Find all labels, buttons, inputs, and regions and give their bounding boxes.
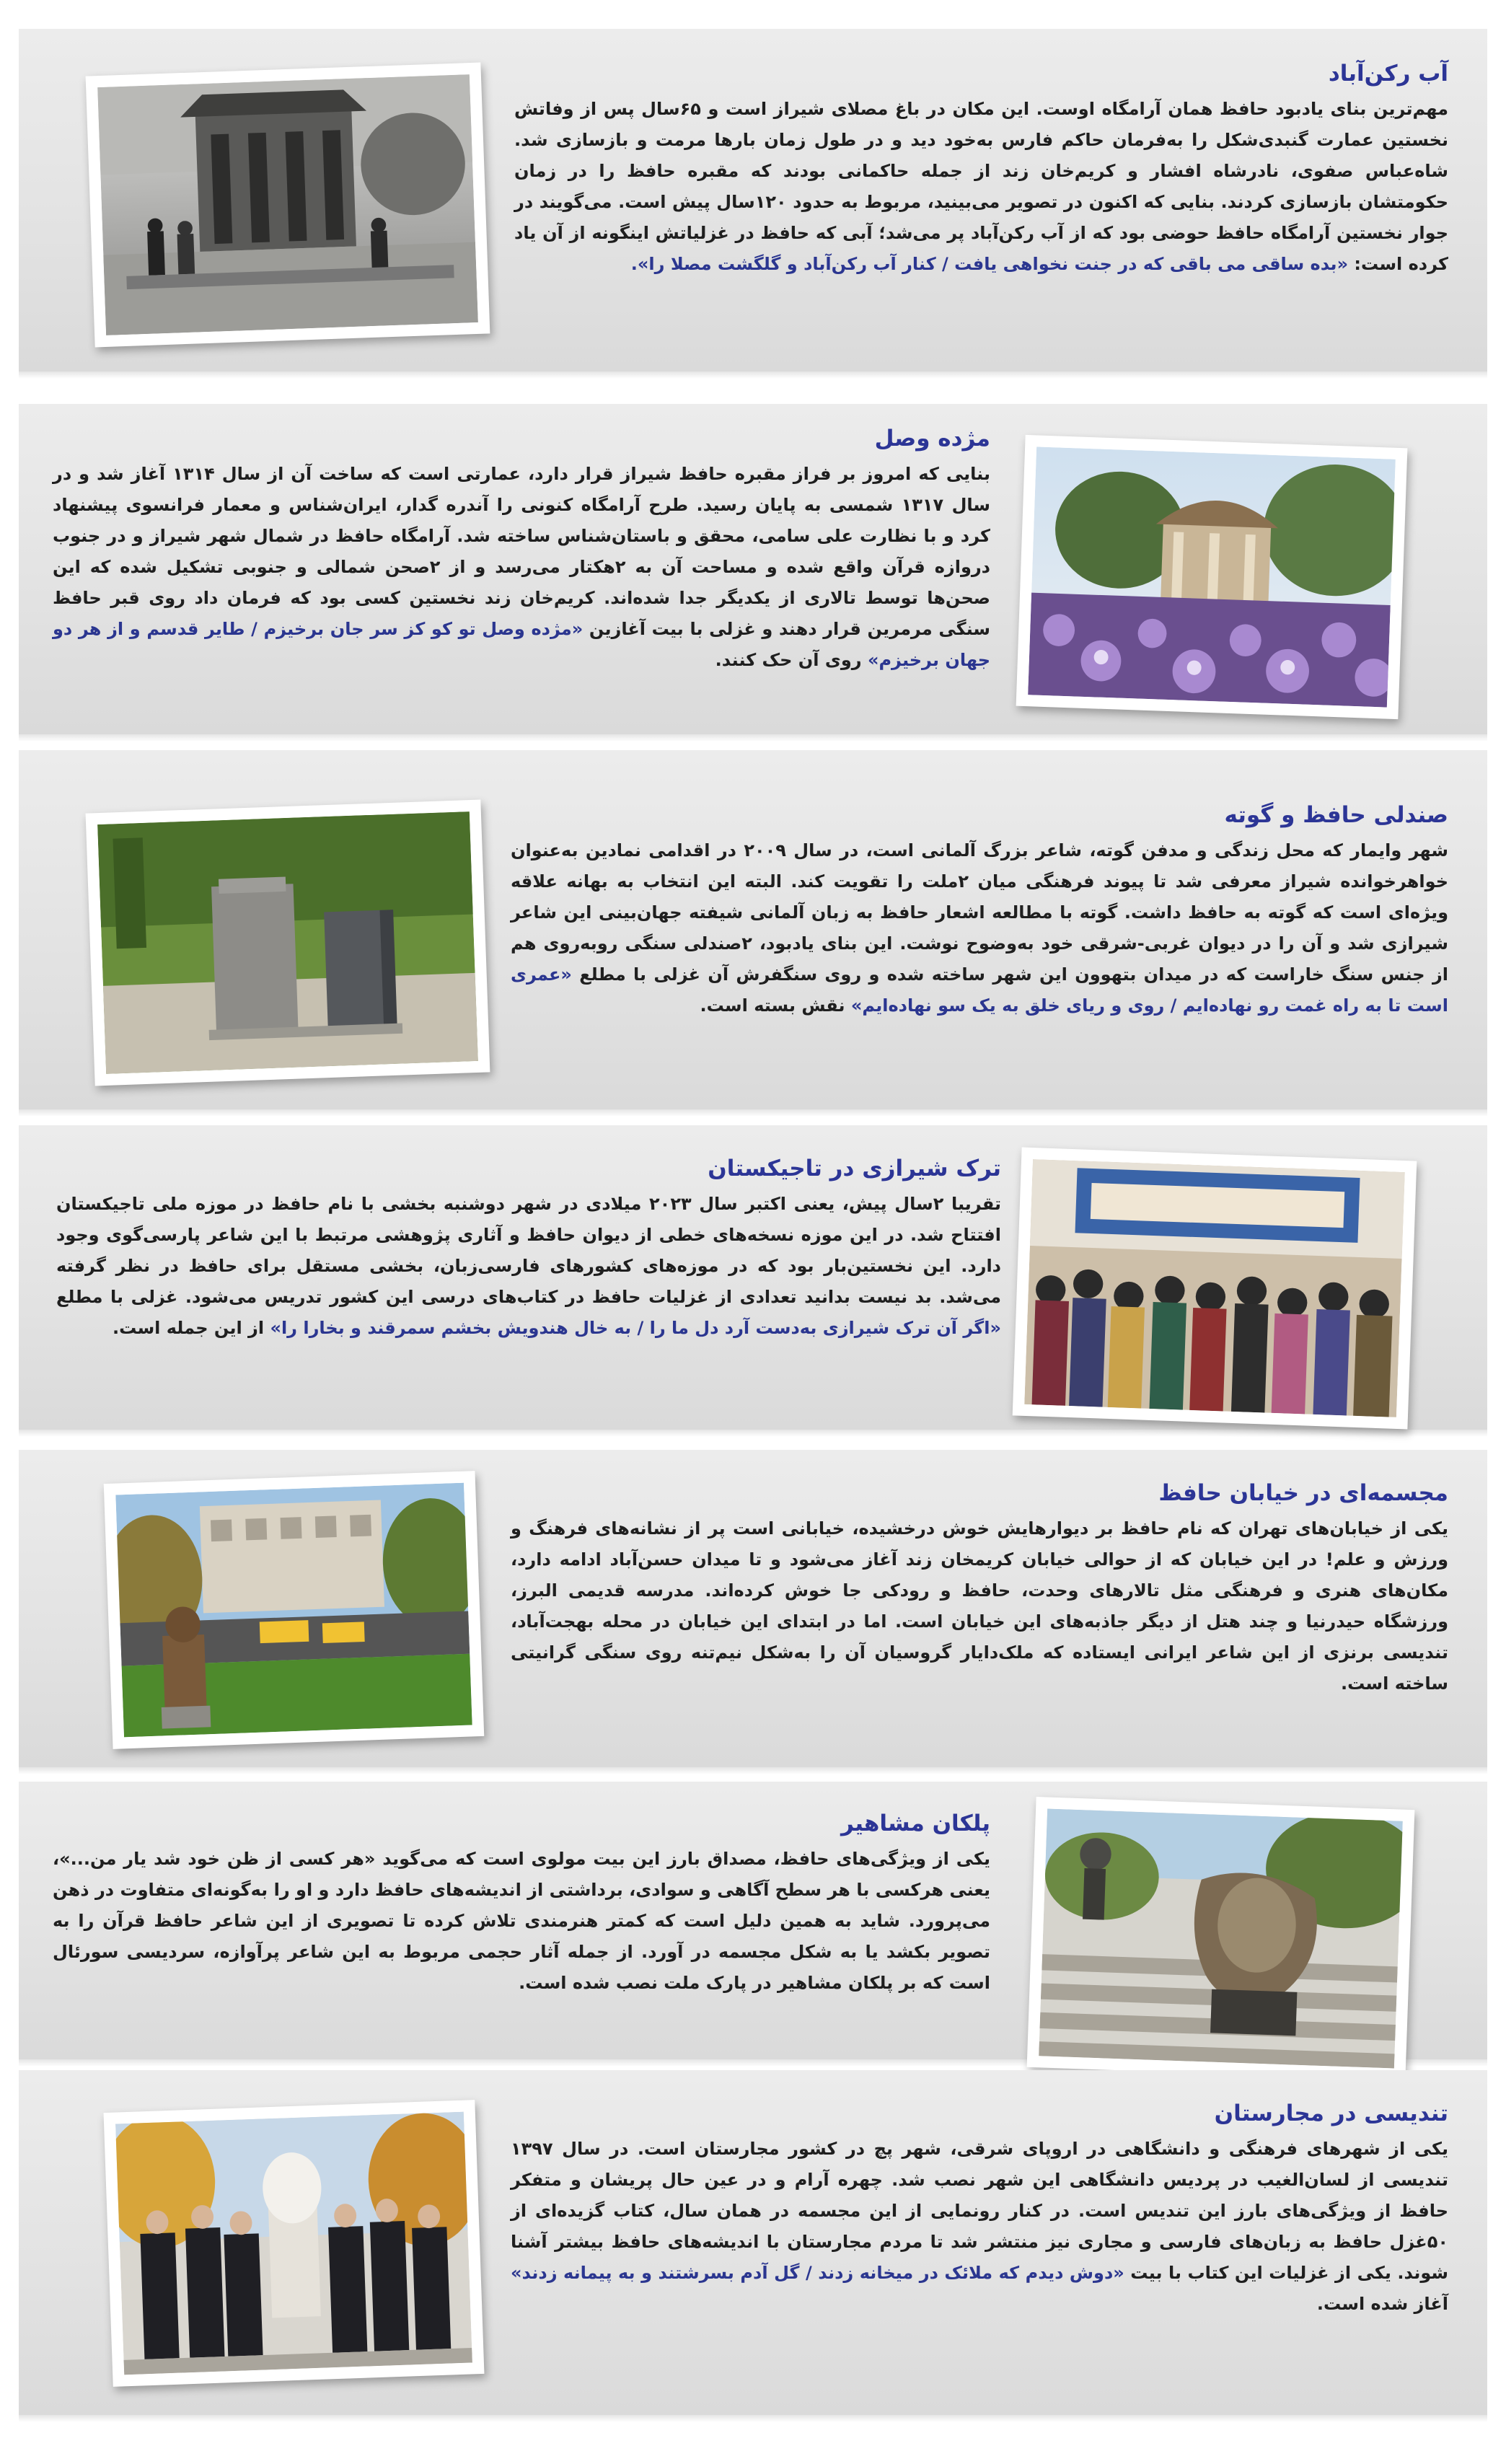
section-body: [511, 2134, 1448, 2320]
photo-illustration: [1028, 446, 1396, 707]
section-body: [514, 94, 1448, 280]
body-text: بنایی که امروز بر فراز مقبره حافظ شیراز قرار دارد، عمارتی است که ساخت آن از سال ۱۳۱۴ آغاز شد و در سال ۱۳۱۷ شمسی به پایان رسید. طرح آرامگاه کنونی را آندره گدار، ایران‌شناس و معمار فرانسوی پیشنهاد کرد و با نظارت علی سامی، محقق و باستان‌شناس ساخته شد. آرامگاه حافظ در شمال شهر شیراز و در جنوب دروازه قرآن واقع شده و مساحت آن به ۲هکتار می‌رسد و از ۲صحن شمالی و جنوبی تشکیل شده که این صحن‌ها توسط تالاری از یکدیگر جدا شده‌اند. کریم‌خان زند نخستین کسی بود که فرمان داد روی قبر حافظ سنگی مرمرین قرار دهند و غزلی با بیت آغازین: [53, 464, 991, 640]
body-text: یکی از شهرهای فرهنگی و دانشگاهی در اروپای شرقی، شهر پچ در کشور مجارستان است. در سال ۱۳۹۷ تندیسی از لسان‌الغیب در پردیس دانشگاهی این شهر نصب شد. چهره آرام و در عین حال پریشان و متفکر حافظ از ویژگی‌های بارز این تندیس است. در کنار رونمایی از این مجسمه در همان سال، کتاب گزیده‌ای از ۵۰غزل حافظ به زبان‌های فارسی و مجاری نیز منتشر شد تا مردم مجارستان با اندیشه‌های حافظ بیشتر آشنا شوند. یکی از غزلیات این کتاب با بیت: [511, 2139, 1448, 2284]
section-body: [511, 1513, 1448, 1699]
section-photo-1: [86, 63, 490, 348]
body-tail: از این جمله است.: [113, 1318, 270, 1339]
body-text: یکی از خیابان‌های تهران که نام حافظ بر دیوارهایش خوش درخشیده، خیابانی است پر از نشانه‌های فرهنگ و ورزش و علم! در این خیابان که از حوالی خیابان کریمخان زند آغاز می‌شود و تا میدان حسن‌آباد ادامه دارد، مکان‌های هنری و فرهنگی مثل تالار‌های وحدت، حافظ و رودکی جا خوش کرده‌اند. مدرسه قدیمی البرز، ورزشگاه حیدرنیا و چند هتل از دیگر جاذبه‌های این خیابان است. اما در ابتدای این خیابان در محله بهجت‌آباد، تندیسی برنزی از این شاعر ایرانی ایستاده که ملک‌دایار گروسیان آن را به‌شکل نیم‌تنه روی سنگی گرانیتی ساخته است.: [511, 1518, 1448, 1694]
body-text: شهر وایمار که محل زندگی و مدفن گوته، شاعر بزرگ آلمانی است، در سال ۲۰۰۹ در اقدامی نمادین به‌عنوان خواهرخوانده شیراز معرفی شد تا پیوند فرهنگی میان ۲ملت را تقویت کند. البته این انتخاب به بهانه علاقه ویژه‌ای است که گوته به حافظ داشت. گوته با مطالعه اشعار حافظ به زبان آلمانی شیفته جهان‌بینی این شاعر شیرازی شد و آن را در دیوان غربی-شرقی خود به‌وضوح نوشت. این بنای یادبود، ۲صندلی سنگی روبه‌روی هم از جنس سنگ خاراست که در میدان بتهوون این شهر ساخته شده و روی سنگفرش آن غزلی با مطلع: [511, 840, 1449, 985]
section-title: پلکان مشاهیر: [840, 1810, 990, 1836]
section-photo-7: [104, 2100, 485, 2387]
body-text: مهم‌ترین بنای یادبود حافظ همان آرامگاه اوست. این مکان در باغ مصلای شیراز است و ۶۵سال پس از وفاتش نخستین عمارت گنبدی‌شکل را به‌فرمان حاکم فارس به‌خود دید و در طول زمان بارها مرمت و بازسازی شد. شاه‌عباس صفوی، نادرشاه افشار و کریم‌خان زند از جمله حاکمانی بودند که مقبره حافظ را در زمان حکومتشان بازسازی کردند. بنایی که اکنون در تصویر می‌بینید، مربوط به حدود ۱۲۰سال پیش است. می‌گویند در جوار نخستین آرامگاه حافظ حوضی بود که از آب رکن‌آباد پر می‌شد؛ آبی که حافظ در غزلیاتش اینگونه از آن یاد کرده است:: [514, 99, 1448, 275]
section-text-1: [514, 59, 1448, 280]
photo-illustration: [97, 74, 478, 335]
section-text-4: [56, 1154, 1001, 1344]
photo-illustration: [1039, 1809, 1403, 2069]
section-title: تندیسی در مجارستان: [1214, 2100, 1448, 2126]
section-text-3: [511, 801, 1448, 1021]
photo-illustration: [1024, 1159, 1405, 1417]
poem-quote: «بده ساقی می باقی که در جنت نخواهی یافت / کنار آب رکن‌آباد و گلگشت مصلا را».: [630, 254, 1349, 275]
section-photo-2: [1016, 435, 1408, 719]
section-title: آب رکن‌آباد: [1328, 61, 1448, 87]
section-title: ترک شیرازی در تاجیکستان: [708, 1156, 1001, 1182]
photo-illustration: [97, 811, 478, 1074]
body-text: تقریبا ۲سال پیش، یعنی اکتبر سال ۲۰۲۳ میلادی در شهر دوشنبه بخشی با نام حافظ در موزه ملی تاجیکستان افتتاح شد. در این موزه نسخه‌های خطی از دیوان حافظ و آثاری پژوهشی مرتبط با این شاعر پارسی‌گوی وجود دارد. این نخستین‌بار بود که در موزه‌های کشورهای فارسی‌زبان، بخشی مستقل برای حافظ در نظر گرفته می‌شد. بد نیست بدانید تعدادی از غزلیات حافظ در کتاب‌های درسی این کشور تدریس می‌شود. غزلی با مطلع: [56, 1194, 1001, 1308]
section-title: صندلی حافظ و گوته: [1224, 802, 1448, 828]
section-body: [53, 1844, 990, 1999]
poem-quote: «مژده وصل تو کو کز سر جان برخیزم / طایر قدسم و از هر دو جهان برخیزم»: [53, 619, 990, 671]
section-body: [511, 835, 1448, 1021]
section-text-6: [53, 1809, 990, 1999]
section-text-2: [53, 424, 990, 676]
section-photo-3: [86, 800, 490, 1086]
body-tail: روی آن حک کنند.: [715, 650, 868, 671]
section-text-5: [511, 1479, 1448, 1699]
section-body: [56, 1189, 1001, 1344]
photo-illustration: [115, 1483, 472, 1738]
section-photo-4: [1013, 1148, 1417, 1430]
photo-illustration: [115, 2112, 472, 2375]
section-photo-5: [104, 1471, 485, 1749]
body-text: یکی از ویژگی‌های حافظ، مصداق بارز این بیت مولوی است که می‌گوید «هر کسی از ظن خود شد یار من...»، یعنی هرکسی با هر سطح آگاهی و سوادی، برداشتی از اندیشه‌های حافظ دارد و او را به‌گونه‌ای متفاوت در ذهن می‌پرورد. شاید به همین دلیل است که کمتر هنرمندی تلاش کرده تا تصویری از این شاعر حافظ قرآن را به تصویر بکشد یا به شکل مجسمه در آورد. از جمله آثار حجمی مربوط به این شاعر پرآوازه، سردیسی سورئال است که بر پلکان مشاهیر در پارک ملت نصب شده است.: [53, 1849, 990, 1994]
section-text-7: [511, 2099, 1448, 2320]
poem-quote: «دوش دیدم که ملائک در میخانه زدند / گل آدم بسرشتند و به پیمانه زدند»: [511, 2263, 1124, 2284]
body-tail: آغاز شده است.: [1316, 2294, 1448, 2315]
poem-quote: «عمری است تا به راه غمت رو نهاده‌ایم / روی و ریای خلق به یک سو نهاده‌ایم»: [511, 964, 1448, 1016]
poem-quote: «اگر آن ترک شیرازی به‌دست آرد دل ما را / به خال هندویش بخشم سمرقند و بخارا را»: [270, 1318, 1001, 1339]
section-title: مجسمه‌ای در خیابان حافظ: [1158, 1480, 1448, 1506]
section-body: [53, 459, 990, 676]
body-tail: نقش بسته است.: [700, 995, 851, 1016]
section-photo-6: [1027, 1797, 1415, 2080]
section-title: مژده وصل: [874, 426, 990, 452]
